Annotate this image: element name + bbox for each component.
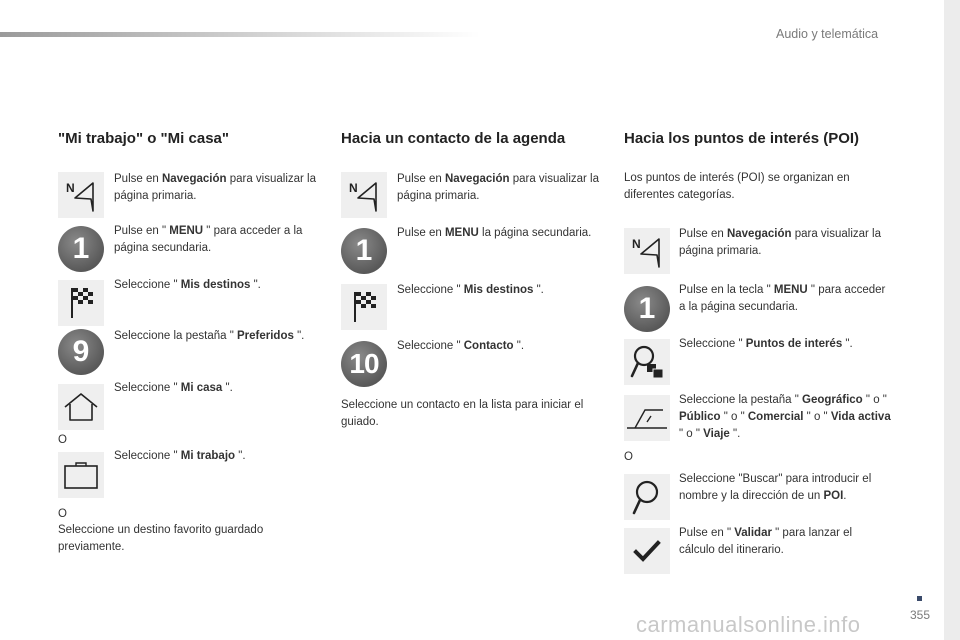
- checkmark-icon: [624, 528, 670, 574]
- magnifier-icon: [624, 474, 670, 520]
- or-separator: O: [58, 434, 67, 446]
- poi-search-icon: [624, 339, 670, 385]
- step-text: Seleccione " Mi trabajo ".: [114, 450, 246, 462]
- step-text: Seleccione "Buscar" para introducir el nombre y la dirección de un POI.: [679, 473, 872, 502]
- svg-text:N: N: [66, 181, 75, 195]
- step-number-badge: 9: [58, 329, 104, 375]
- section-title: Audio y telemática: [776, 27, 879, 41]
- column-title-home-work: "Mi trabajo" o "Mi casa": [58, 130, 229, 147]
- step-text: Seleccione " Puntos de interés ".: [679, 338, 853, 350]
- page-edge-strip: [944, 0, 960, 640]
- step-text: Pulse en " MENU " para acceder a la página secundaria.: [114, 225, 303, 254]
- step-number-badge: 1: [58, 226, 104, 272]
- step-text: Pulse en MENU la página secundaria.: [397, 227, 592, 239]
- svg-text:N: N: [349, 181, 358, 195]
- navigation-arrow-icon: [341, 172, 387, 218]
- step-text: Pulse en Navegación para visualizar la página primaria.: [679, 228, 881, 257]
- checkered-flag-icon: [58, 280, 104, 326]
- step-text: Pulse en la tecla " MENU " para acceder a la página secundaria.: [679, 284, 886, 313]
- page-number: 355: [910, 608, 931, 622]
- checkered-flag-icon: [341, 284, 387, 330]
- svg-text:N: N: [632, 237, 641, 251]
- page-marker: [917, 596, 922, 601]
- step-number-badge: 1: [341, 228, 387, 274]
- step-text: Seleccione " Mi casa ".: [114, 382, 233, 394]
- step-number-badge: 10: [341, 341, 387, 387]
- step-number-badge: 1: [624, 286, 670, 332]
- road-icon: [624, 395, 670, 441]
- briefcase-icon: [58, 452, 104, 498]
- header-decor-bar: [0, 32, 480, 37]
- step-text: Pulse en Navegación para visualizar la página primaria.: [114, 173, 316, 202]
- step-text: Pulse en " Validar " para lanzar el cálculo del itinerario.: [679, 527, 853, 556]
- column-title-contact: Hacia un contacto de la agenda: [341, 130, 566, 147]
- home-icon: [58, 384, 104, 430]
- step-text: Pulse en Navegación para visualizar la página primaria.: [397, 173, 599, 202]
- column-title-poi: Hacia los puntos de interés (POI): [624, 130, 860, 147]
- step-text: Seleccione " Contacto ".: [397, 340, 525, 352]
- or-separator: O: [58, 508, 67, 520]
- watermark: carmanualsonline.info: [636, 612, 861, 637]
- navigation-arrow-icon: [58, 172, 104, 218]
- step-text: Seleccione " Mis destinos ".: [114, 279, 261, 291]
- or-separator: O: [624, 451, 633, 463]
- step-text: Seleccione la pestaña " Preferidos ".: [114, 330, 305, 342]
- step-text: Seleccione " Mis destinos ".: [397, 284, 544, 296]
- poi-intro: Los puntos de interés (POI) se organizan en diferentes categorías.: [624, 172, 850, 201]
- step-text: Seleccione la pestaña " Geográfico " o " Público " o " Comercial " o " Vida activa " o " Viaje ".: [679, 394, 891, 440]
- final-instruction: Seleccione un destino favorito guardado previamente.: [58, 524, 264, 553]
- final-instruction: Seleccione un contacto en la lista para iniciar el guiado.: [341, 399, 584, 428]
- navigation-arrow-icon: [624, 228, 670, 274]
